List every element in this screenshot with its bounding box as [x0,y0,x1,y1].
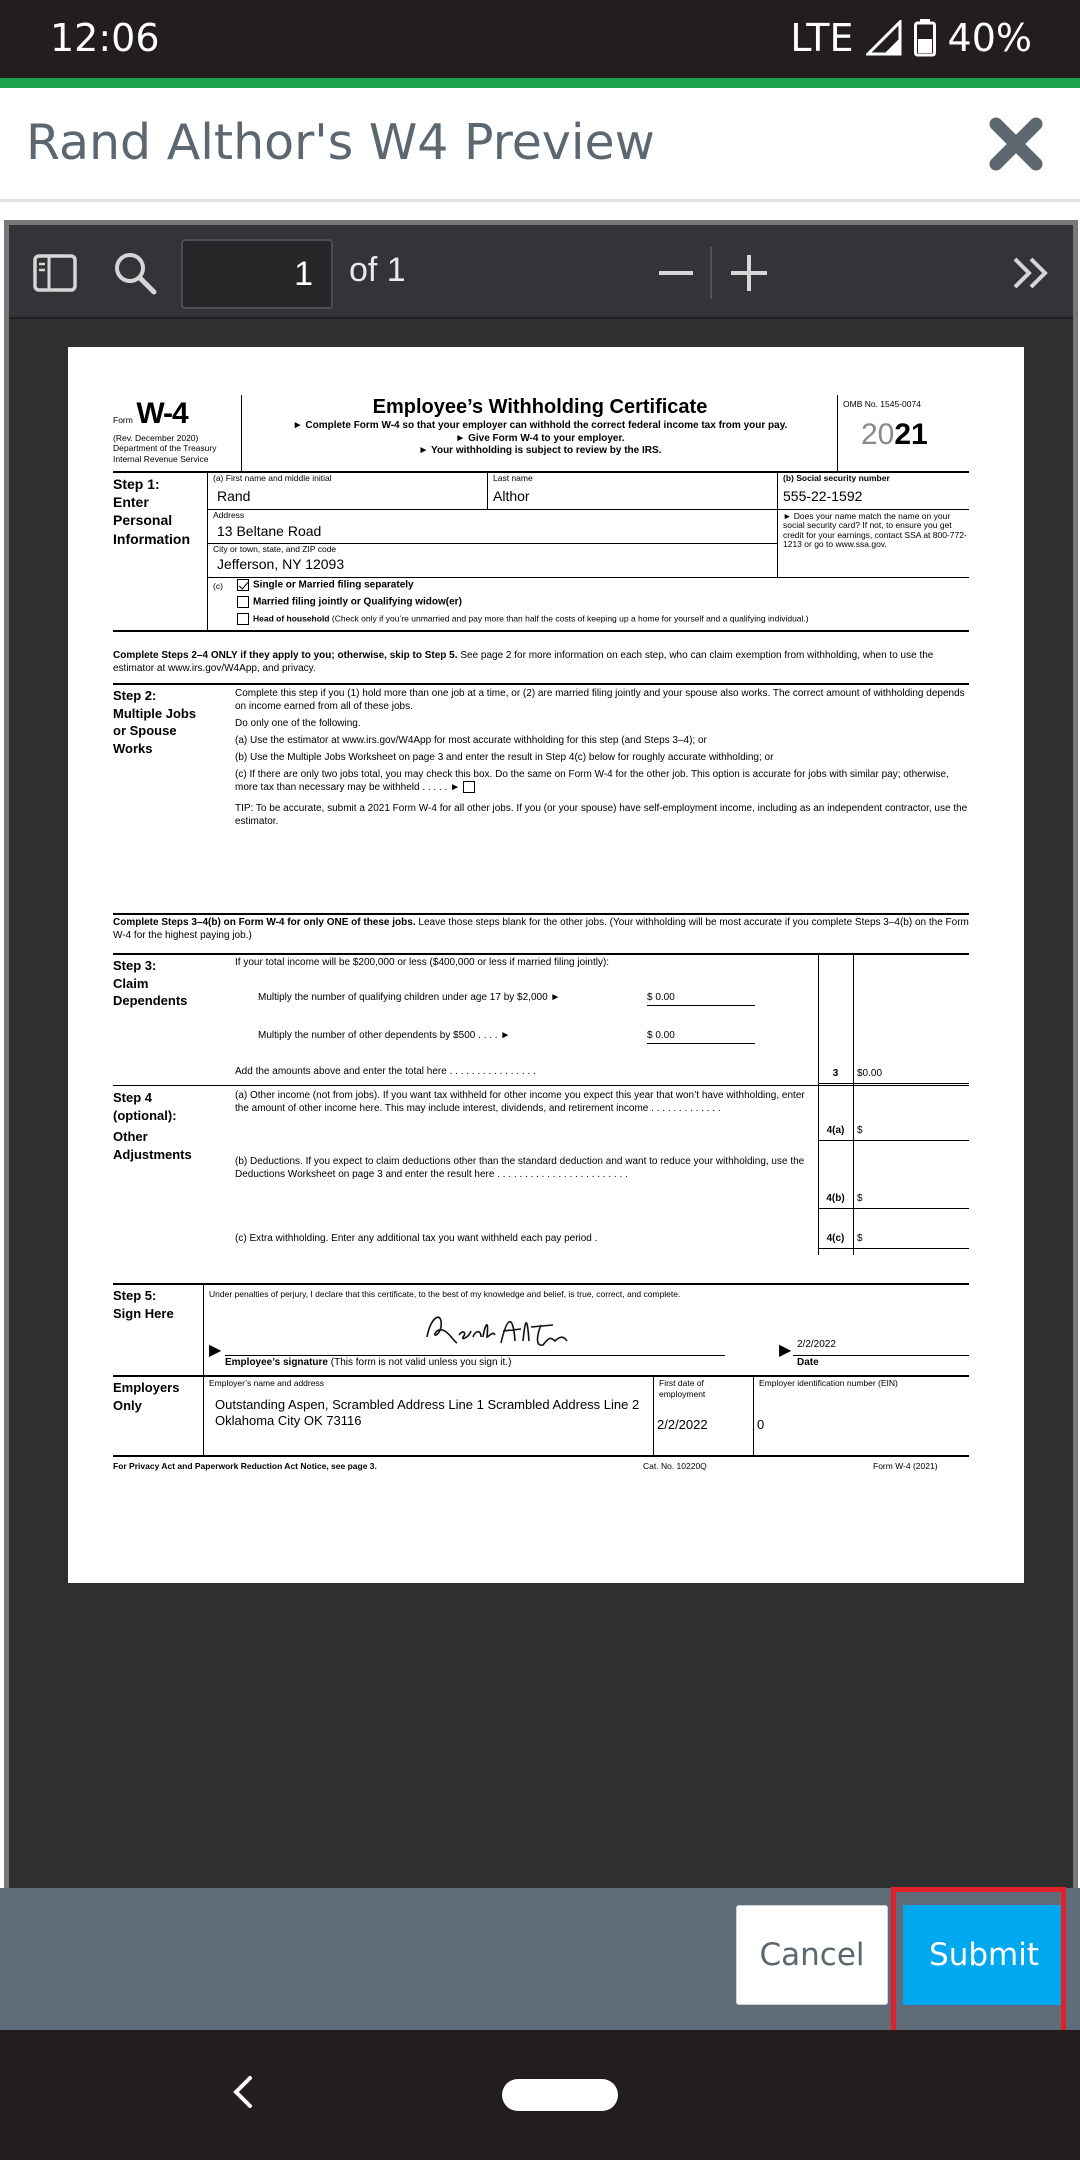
zoom-in-button[interactable] [723,247,775,299]
form-id-block [113,395,238,464]
step2-subtitle: Multiple Jobs or Spouse Works [113,705,197,756]
footer-privacy: For Privacy Act and Paperwork Reduction Act Notice, see page 3. [113,1461,377,1471]
divider [241,395,242,471]
rule [113,683,969,685]
rule [113,1455,969,1457]
pdf-viewer [4,220,1078,1888]
date-label: Date [797,1357,819,1368]
sidebar-toggle-button[interactable] [29,247,81,299]
signature-note: (This form is not valid unless you sign it.) [330,1357,512,1368]
filing-hoh [237,613,809,625]
step3-total-label: Add the amounts above and enter the total here . . . . . . . . . . . . . . . . [235,1066,536,1077]
step2-heading [113,687,205,757]
step4-option-a: (a) Other income (not from jobs). If you want tax withheld for other income you expect this year that won’t have withholding, enter the amount of other income here. This may include interest, dividends, and retirement income . . . . . . . . . . . . . [235,1090,805,1114]
step1-title: Step 1: [113,476,160,492]
employers-heading: Employers Only [113,1380,180,1413]
signature-image [423,1307,573,1352]
step2-option-b: (b) Use the Multiple Jobs Worksheet on page 3 and enter the result in Step 4(c) below for roughly accurate withholding; or [235,752,774,763]
ssn-note: ► Does your name match the name on your social security card? If not, to ensure you get credit for your earnings, contact SSA at 800-772-1213 or go to www.ssa.gov. [783,511,967,550]
rule [818,1140,969,1141]
step3-title: Step 3: [113,958,157,973]
line-3-value: $0.00 [857,1068,883,1079]
divider [837,395,838,471]
city-label: City or town, state, and ZIP code [213,544,337,554]
ssn-value: 555-22-1592 [783,488,863,504]
search-button[interactable] [109,247,161,299]
pdf-page [68,347,1024,1583]
form-irs: Internal Revenue Service [113,453,209,464]
hoh-checkbox[interactable] [237,613,249,625]
divider [853,953,854,1255]
rule [113,1085,969,1086]
line-4b-number: 4(b) [826,1193,845,1204]
form-rev: (Rev. December 2020) [113,432,199,443]
signature-arrow-icon: ▶ [209,1342,222,1359]
footer-form: Form W-4 (2021) [873,1461,938,1471]
form-year-suffix: 21 [894,417,928,451]
form-name: W-4 [136,397,188,430]
step5-subtitle: Sign Here [113,1305,174,1321]
rule [208,577,969,578]
city-value: Jefferson, NY 12093 [217,556,345,572]
signature-label: Employee’s signature [225,1357,328,1368]
date-value: 2/2/2022 [797,1339,836,1350]
divider [487,473,488,509]
employer-label: Employer’s name and address [209,1378,324,1388]
filing-hoh-label: Head of household [253,613,330,624]
line-4a-number: 4(a) [826,1125,845,1136]
ein-value: 0 [757,1417,765,1432]
complete-steps-2-4 [113,650,969,675]
step2-option-c: (c) If there are only two jobs total, you may check this box. Do the same on Form W-4 for the other job. This option is accurate for jobs with similar pay; otherwise, more tax than necessary may be withheld . . . . . ► [235,769,949,793]
rule [113,1375,969,1377]
zoom-in-icon [723,247,775,299]
single-checkbox[interactable] [237,579,249,591]
nav-back-button[interactable] [222,2062,262,2122]
rule [818,1248,969,1249]
form-instruction-3: ► Your withholding is subject to review by the IRS. [418,445,662,456]
form-title-block [243,395,837,458]
submit-highlight [891,1887,1066,2040]
ein-label: Employer identification number (EIN) [759,1378,898,1388]
step2-paragraph: Complete this step if you (1) hold more than one job at a time, or (2) are married filing jointly and your spouse also works. The correct amount of withholding depends on income earned from all of these jobs. [235,688,965,712]
penalty-statement: Under penalties of perjury, I declare that this certificate, to the best of my knowledge and belief, is true, correct, and complete. [209,1289,681,1299]
rule [113,953,969,955]
line-4a-value: $ [857,1125,863,1136]
nav-home-button[interactable] [502,2079,618,2111]
status-right [790,16,1032,60]
zoom-out-icon [650,247,702,299]
form-omb: OMB No. 1545-0074 [843,399,921,409]
step2-title: Step 2: [113,688,157,703]
step1-heading [113,475,205,548]
toolbar-divider [710,247,712,299]
address-value: 13 Beltane Road [217,523,322,539]
battery-icon [914,19,936,57]
cancel-button[interactable]: Cancel [736,1905,888,2005]
signature-caption [225,1357,511,1370]
filing-single [237,579,414,592]
last-name-label: Last name [493,473,533,483]
divider [777,473,778,577]
form-title: Employee’s Withholding Certificate [372,396,708,418]
filing-joint [237,596,462,609]
rule [818,1083,969,1084]
last-name-value: Althor [493,488,530,504]
rule [113,913,969,915]
rule [793,1355,969,1356]
divider [207,473,208,630]
form-omb-block [843,399,969,453]
first-date-label: First date of employment [659,1378,706,1399]
step2-tip: TIP: To be accurate, submit a 2021 Form W-4 for all other jobs. If you (or your spouse) have self-employment income, including as an independent contractor, use the estimator. [235,803,968,827]
step3-heading [113,957,205,1010]
rule [113,1283,969,1285]
complete-2-4-bold: Complete Steps 2–4 ONLY if they apply to you; otherwise, skip to Step 5. [113,650,458,661]
sidebar-toggle-icon [29,247,81,299]
rule [818,1208,969,1209]
page-title: Rand Althor's W4 Preview [26,114,655,171]
divider [753,1376,754,1455]
more-tools-icon [1005,247,1057,299]
rule [225,1355,725,1356]
signal-icon [866,20,902,56]
submit-button[interactable]: Submit [903,1905,1065,2005]
first-date-value: 2/2/2022 [657,1417,708,1432]
step3-children-label: Multiply the number of qualifying children under age 17 by $2,000 ► [258,992,561,1003]
page-count: of 1 [349,251,406,289]
status-time: 12:06 [50,16,160,60]
pdf-toolbar [9,225,1073,319]
step2-option-a: (a) Use the estimator at www.irs.gov/W4App for most accurate withholding for this step (and Steps 3–4); or [235,735,707,746]
step3-subtitle: Claim Dependents [113,975,188,1009]
complete-3-4-bold: Complete Steps 3–4(b) on Form W-4 for only ONE of these jobs. [113,917,416,928]
battery-level: 40% [947,16,1032,60]
step2-instruction: Do only one of the following. [235,718,361,729]
filing-hoh-note: (Check only if you’re unmarried and pay more than half the costs of keeping up a home for yourself and a qualifying individual.) [331,613,809,624]
back-icon [222,2062,262,2122]
step4-option-c: (c) Extra withholding. Enter any additional tax you want withheld each pay period . [235,1233,598,1244]
employer-value: Outstanding Aspen, Scrambled Address Line 1 Scrambled Address Line 2 Oklahoma City OK 73116 [215,1397,640,1429]
address-label: Address [213,510,245,520]
line-3-number: 3 [832,1068,839,1079]
first-name-value: Rand [217,488,251,504]
two-jobs-checkbox[interactable] [463,781,475,793]
rule [208,509,969,510]
complete-3-4-text: Leave those steps blank for the other jobs. (Your withholding will be most accurate if you complete Steps 3–4(b) on the Form W-4 for the highest paying job.) [113,917,969,941]
dialog-header [0,88,1080,202]
step4-title: Step 4 (optional): [113,1090,177,1123]
rule [113,630,969,632]
step4-option-b: (b) Deductions. If you expect to claim deductions other than the standard deduction and want to reduce your withholding, use the Deductions Worksheet on page 3 and enter the result here . . . . . . . . . . . . . . . . . . . . . . . . [235,1156,805,1180]
date-arrow-icon: ▶ [779,1342,792,1359]
accent-bar [0,78,1080,88]
more-tools-button[interactable] [1005,247,1057,299]
line-4c-number: 4(c) [826,1233,845,1244]
status-bar [0,0,1080,78]
step4-subtitle: Other Adjustments [113,1129,192,1162]
footer-cat: Cat. No. 10220Q [643,1461,707,1471]
divider [818,953,819,1255]
step3-other-value: $ 0.00 [647,1030,755,1044]
search-icon [109,247,161,299]
first-name-label: (a) First name and middle initial [213,473,332,483]
close-button[interactable] [986,114,1046,174]
step4-heading [113,1089,213,1163]
ssn-label: (b) Social security number [783,473,890,483]
step2-body [235,687,969,828]
network-label: LTE [790,16,854,60]
form-instruction-2: ► Give Form W-4 to your employer. [455,432,625,444]
line-4b-value: $ [857,1193,863,1204]
step5-title: Step 5: [113,1288,157,1303]
filing-single-label: Single or Married filing separately [253,579,414,591]
complete-2-4-text: See page 2 for more information on each step, who can claim exemption from withholding, when to use the estimator at www.irs.gov/W4App, and privacy. [113,650,934,674]
form-instruction-1: ► Complete Form W-4 so that your employer can withhold the correct federal income tax from your pay. [292,420,788,431]
form-label: Form [113,415,133,425]
joint-checkbox[interactable] [237,596,249,608]
divider [203,1285,204,1455]
filing-status-label: (c) [213,581,223,591]
step3-children-value: $ 0.00 [647,992,755,1006]
zoom-out-button[interactable] [650,247,702,299]
step3-paragraph: If your total income will be $200,000 or less ($400,000 or less if married filing jointly): [235,957,610,968]
divider [653,1376,654,1455]
form-year-prefix: 20 [861,417,895,451]
complete-steps-3-4 [113,917,969,942]
step1-subtitle: Enter Personal Information [113,494,190,547]
form-dept: Department of the Treasury [113,443,217,454]
step5-heading [113,1287,205,1322]
page-number-input[interactable] [181,239,333,309]
filing-joint-label: Married filing jointly or Qualifying widow(er) [253,596,462,608]
line-4c-value: $ [857,1233,863,1244]
close-icon [986,114,1046,174]
step3-other-label: Multiply the number of other dependents by $500 . . . . ► [258,1030,511,1041]
